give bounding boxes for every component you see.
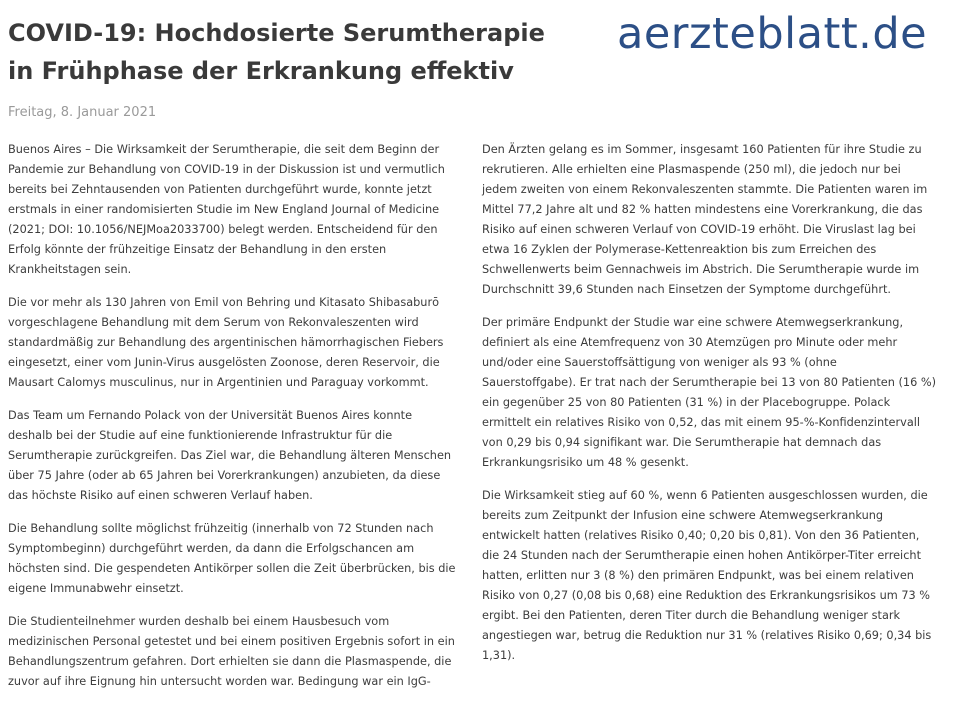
paragraph-line: erstmals in einer randomisierten Studie im New England Journal of Medicine — [8, 203, 440, 216]
article-paragraph — [8, 140, 445, 280]
paragraph-line: Die Behandlung sollte möglichst frühzeitig (innerhalb von 72 Stunden nach — [8, 522, 434, 535]
article-paragraph — [8, 612, 455, 692]
site-logo[interactable]: aerzteblatt.de — [617, 9, 928, 59]
article-paragraph — [8, 519, 456, 599]
paragraph-line: Die Studienteilnehmer wurden deshalb bei einem Hausbesuch vom — [8, 615, 390, 628]
paragraph-line: entwickelt hatten (relatives Risiko 0,40; 0,20 bis 0,81). Von den 36 Patienten, — [482, 529, 920, 542]
paragraph-line: Pandemie zur Behandlung von COVID-19 in der Diskussion ist und vermutlich — [8, 163, 445, 176]
publish-date: Freitag, 8. Januar 2021 — [8, 105, 157, 120]
article-paragraph — [482, 140, 926, 300]
article-title — [8, 14, 608, 90]
paragraph-line: Der primäre Endpunkt der Studie war eine schwere Atemwegserkrankung, — [482, 316, 904, 329]
paragraph-line: eingesetzt, einer vom Junin-Virus ausgelösten Zoonose, deren Reservoir, die — [8, 356, 440, 369]
paragraph-line: eigene Immunabwehr einsetzt. — [8, 582, 184, 595]
paragraph-line: ergibt. Bei den Patienten, deren Titer durch die Behandlung weniger stark — [482, 609, 901, 622]
article-paragraph — [482, 313, 937, 473]
article-paragraph — [482, 486, 932, 666]
paragraph-line: definiert als eine Atemfrequenz von 30 Atemzügen pro Minute oder mehr — [482, 336, 898, 349]
paragraph-line: Durchschnitt 39,6 Stunden nach Einsetzen der Symptome durchgeführt. — [482, 283, 891, 296]
paragraph-line: Mausart Calomys musculinus, nur in Argentinien und Paraguay vorkommt. — [8, 376, 429, 389]
paragraph-line: Den Ärzten gelang es im Sommer, insgesamt 160 Patienten für ihre Studie zu — [482, 143, 922, 156]
paragraph-line: ermittelt ein relatives Risiko von 0,52, das mit einem 95-%-Konfidenzintervall — [482, 416, 921, 429]
paragraph-line: Die Wirksamkeit stieg auf 60 %, wenn 6 Patienten ausgeschlossen wurden, die — [482, 489, 928, 502]
paragraph-line: Symptombeginn) durchgeführt werden, da dann die Erfolgschancen am — [8, 542, 415, 555]
paragraph-line: jedem zweiten von einem Rekonvaleszenten stammte. Die Patienten waren im — [482, 183, 928, 196]
paragraph-line: Risiko von 0,27 (0,08 bis 0,68) eine Reduktion des Erkrankungsrisikos um 73 % — [482, 589, 931, 602]
paragraph-line: Risiko auf einen schweren Verlauf von COVID-19 erhöht. Die Viruslast lag bei — [482, 223, 916, 236]
paragraph-line: zuvor auf ihre Eignung hin untersucht worden war. Bedingung war ein IgG- — [8, 675, 431, 688]
paragraph-line: von 0,29 bis 0,94 signifikant war. Die Serumtherapie hat demnach das — [482, 436, 882, 449]
paragraph-line: angestiegen war, betrug die Reduktion nur 31 % (relatives Risiko 0,69; 0,34 bis — [482, 629, 932, 642]
paragraph-line: höchsten sind. Die gespendeten Antikörper sollen die Zeit überbrücken, bis die — [8, 562, 456, 575]
article-column-right — [482, 140, 937, 679]
paragraph-line: deshalb bei der Studie auf eine funktionierende Infrastruktur für die — [8, 429, 393, 442]
article-paragraph — [8, 293, 444, 393]
paragraph-line: Behandlungszentrum gefahren. Dort erhielten sie dann die Plasmaspende, die — [8, 655, 452, 668]
article-paragraph — [8, 406, 452, 506]
article-column-left — [8, 140, 456, 705]
paragraph-line: medizinischen Personal getestet und bei einem positiven Ergebnis sofort in ein — [8, 635, 455, 648]
paragraph-line: hatten, erlitten nur 3 (8 %) den primären Endpunkt, was bei einem relativen — [482, 569, 914, 582]
paragraph-line: über 75 Jahre (oder ab 65 Jahren bei Vorerkrankungen) anzubieten, da diese — [8, 469, 441, 482]
paragraph-line: das höchste Risiko auf einen schweren Verlauf haben. — [8, 489, 313, 502]
paragraph-line: ein gegenüber 25 von 80 Patienten (31 %) in der Placebogruppe. Polack — [482, 396, 891, 409]
paragraph-line: Erfolg könnte der frühzeitige Einsatz der Behandlung in den ersten — [8, 243, 387, 256]
paragraph-line: Buenos Aires – Die Wirksamkeit der Serumtherapie, die seit dem Beginn der — [8, 143, 440, 156]
paragraph-line: etwa 16 Zyklen der Polymerase-Kettenreaktion bis zum Erreichen des — [482, 243, 877, 256]
paragraph-line: bereits zum Zeitpunkt der Infusion eine schwere Atemwegserkrankung — [482, 509, 884, 522]
paragraph-line: Mittel 77,2 Jahre alt und 82 % hatten mindestens eine Vorerkrankung, die das — [482, 203, 923, 216]
paragraph-line: die 24 Stunden nach der Serumtherapie einen hohen Antikörper-Titer erreicht — [482, 549, 921, 562]
paragraph-line: (2021; DOI: 10.1056/NEJMoa2033700) belegt werden. Entscheidend für den — [8, 223, 438, 236]
paragraph-line: Sauerstoffgabe). Er trat nach der Serumtherapie bei 13 von 80 Patienten (16 %) — [482, 376, 937, 389]
paragraph-line: Schwellenwerts beim Gennachweis im Abstrich. Die Serumtherapie wurde im — [482, 263, 920, 276]
title-line-2: in Frühphase der Erkrankung effektiv — [8, 57, 514, 85]
title-line-1: COVID-19: Hochdosierte Serumtherapie — [8, 19, 545, 47]
paragraph-line: Das Team um Fernando Polack von der Universität Buenos Aires konnte — [8, 409, 413, 422]
paragraph-line: 1,31). — [482, 649, 516, 662]
paragraph-line: rekrutieren. Alle erhielten eine Plasmaspende (250 ml), die jedoch nur bei — [482, 163, 901, 176]
paragraph-line: Erkrankungsrisiko um 48 % gesenkt. — [482, 456, 689, 469]
paragraph-line: bereits bei Zehntausenden von Patienten durchgeführt wurde, konnte jetzt — [8, 183, 432, 196]
paragraph-line: vorgeschlagene Behandlung mit dem Serum von Rekonvaleszenten wird — [8, 316, 419, 329]
paragraph-line: Krankheitstagen sein. — [8, 263, 132, 276]
paragraph-line: Serumtherapie zurückgreifen. Das Ziel war, die Behandlung älteren Menschen — [8, 449, 452, 462]
paragraph-line: Die vor mehr als 130 Jahren von Emil von Behring und Kitasato Shibasaburō — [8, 296, 440, 309]
paragraph-line: und/oder eine Sauerstoffsättigung von weniger als 93 % (ohne — [482, 356, 837, 369]
paragraph-line: standardmäßig zur Behandlung des argentinischen hämorrhagischen Fiebers — [8, 336, 444, 349]
